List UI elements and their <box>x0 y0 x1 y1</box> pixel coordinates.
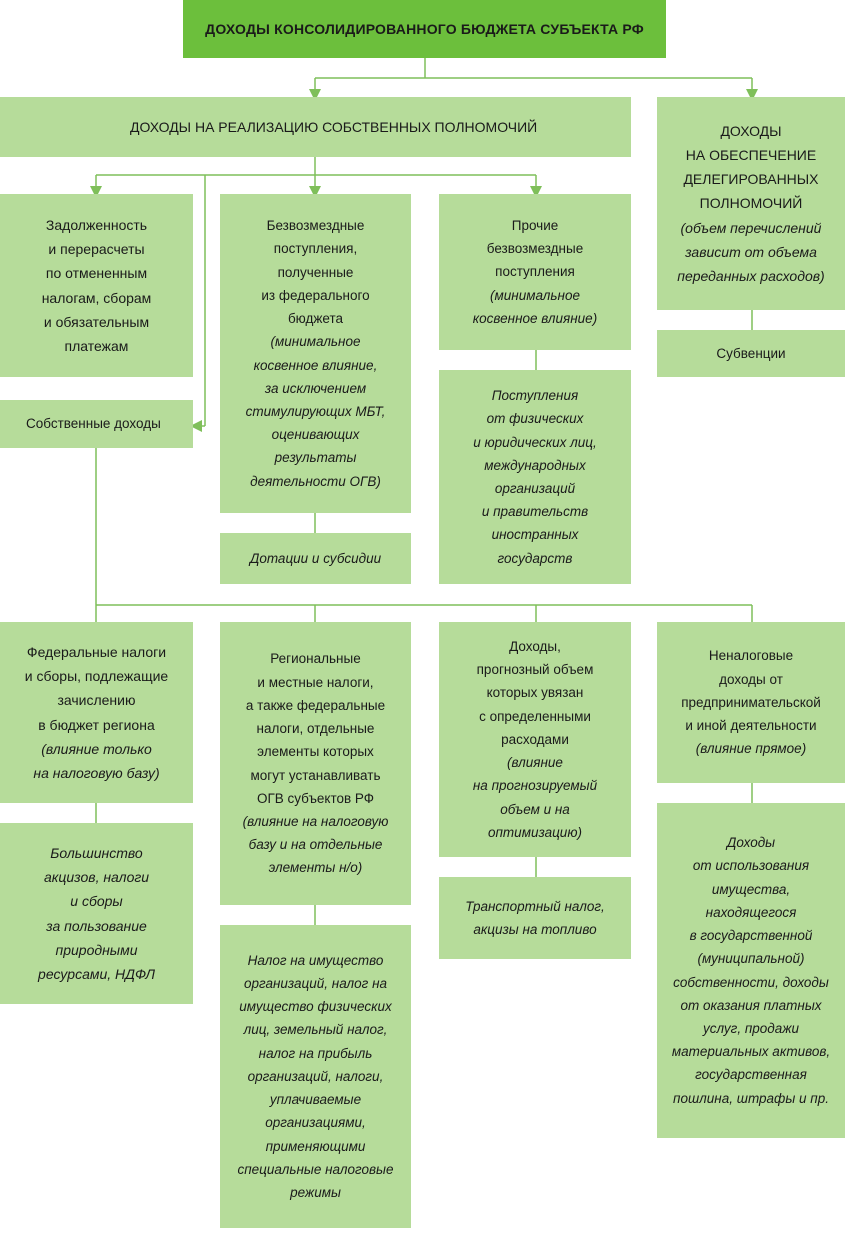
federal-transfers-label: Безвозмездные поступления, полученные из федерального бюджета <box>261 218 370 327</box>
delegated-powers-label: ДОХОДЫ НА ОБЕСПЕЧЕНИЕ ДЕЛЕГИРОВАННЫХ ПОЛНОМОЧИЙ <box>683 123 819 212</box>
non-tax-note: (влияние прямое) <box>695 741 807 757</box>
federal-transfers-note: (минимальное косвенное влияние, за исключением стимулирующих МБТ, оценивающих результаты деятельности ОГВ) <box>245 334 386 489</box>
regional-taxes-examples-text: Налог на имущество организаций, налог на имущество физических лиц, земельный налог, налог на прибыль организаций, налоги, уплачиваемые организациями, применяющими специальные налоговые режимы <box>237 952 394 1200</box>
federal-taxes-examples-text: Большинство акцизов, налоги и сборы за пользование природными ресурсами, НДФЛ <box>38 845 155 982</box>
own-powers-box <box>0 97 631 157</box>
regional-taxes-label: Региональные и местные налоги, а также федеральные налоги, отдельные элементы которых могут устанавливать ОГВ субъектов РФ <box>245 651 386 806</box>
subventions-text: Субвенции <box>716 345 786 361</box>
targeted-income-label: Доходы, прогнозный объем которых увязан с определенными расходами <box>476 639 594 747</box>
other-sources-text: Поступления от физических и юридических лиц, международных организаций и правительств иностранных государств <box>473 388 597 566</box>
delegated-powers-box <box>657 97 845 310</box>
non-tax-examples-box <box>657 803 845 1138</box>
delegated-powers-note: (объем перечислений зависит от объема переданных расходов) <box>677 219 825 284</box>
non-tax-label: Неналоговые доходы от предпринимательской и иной деятельности <box>681 648 821 734</box>
diagram-title-text: ДОХОДЫ КОНСОЛИДИРОВАННОГО БЮДЖЕТА СУБЪЕКТА РФ <box>205 20 644 37</box>
other-transfers-note: (минимальное косвенное влияние) <box>472 287 598 326</box>
subventions-box <box>657 330 845 377</box>
arrears-text: Задолженность и перерасчеты по отмененным налогам, сборам и обязательным платежам <box>41 217 152 354</box>
regional-taxes-examples-box <box>220 925 411 1228</box>
grants-box <box>220 533 411 584</box>
federal-taxes-examples-box <box>0 823 193 1004</box>
non-tax-examples-text: Доходы от использования имущества, находящегося в государственной (муниципальной) собственности, доходы от оказания платных услуг, продажи материальных активов, государственная пошлина, штрафы и пр. <box>671 835 831 1106</box>
targeted-examples-text: Транспортный налог, акцизы на топливо <box>465 898 605 937</box>
federal-taxes-box <box>0 622 193 803</box>
own-income-text: Собственные доходы <box>26 416 161 432</box>
targeted-income-box <box>439 622 631 857</box>
federal-taxes-label: Федеральные налоги и сборы, подлежащие зачислению в бюджет региона <box>24 644 169 733</box>
targeted-examples-box <box>439 877 631 959</box>
non-tax-box <box>657 622 845 783</box>
federal-transfers-box <box>220 194 411 513</box>
diagram-title <box>183 0 666 58</box>
other-sources-box <box>439 370 631 584</box>
federal-taxes-note: (влияние только на налоговую базу) <box>33 740 160 781</box>
regional-taxes-box <box>220 622 411 905</box>
other-transfers-box <box>439 194 631 350</box>
grants-text: Дотации и субсидии <box>249 550 382 566</box>
own-powers-text: ДОХОДЫ НА РЕАЛИЗАЦИЮ СОБСТВЕННЫХ ПОЛНОМОЧИЙ <box>130 118 538 135</box>
regional-taxes-note: (влияние на налоговую базу и на отдельные элементы н/о) <box>242 813 389 876</box>
arrears-box <box>0 194 193 377</box>
targeted-income-note: (влияние на прогнозируемый объем и на оптимизацию) <box>472 755 598 840</box>
own-income-box <box>0 400 193 448</box>
other-transfers-label: Прочие безвозмездные поступления <box>486 217 584 280</box>
